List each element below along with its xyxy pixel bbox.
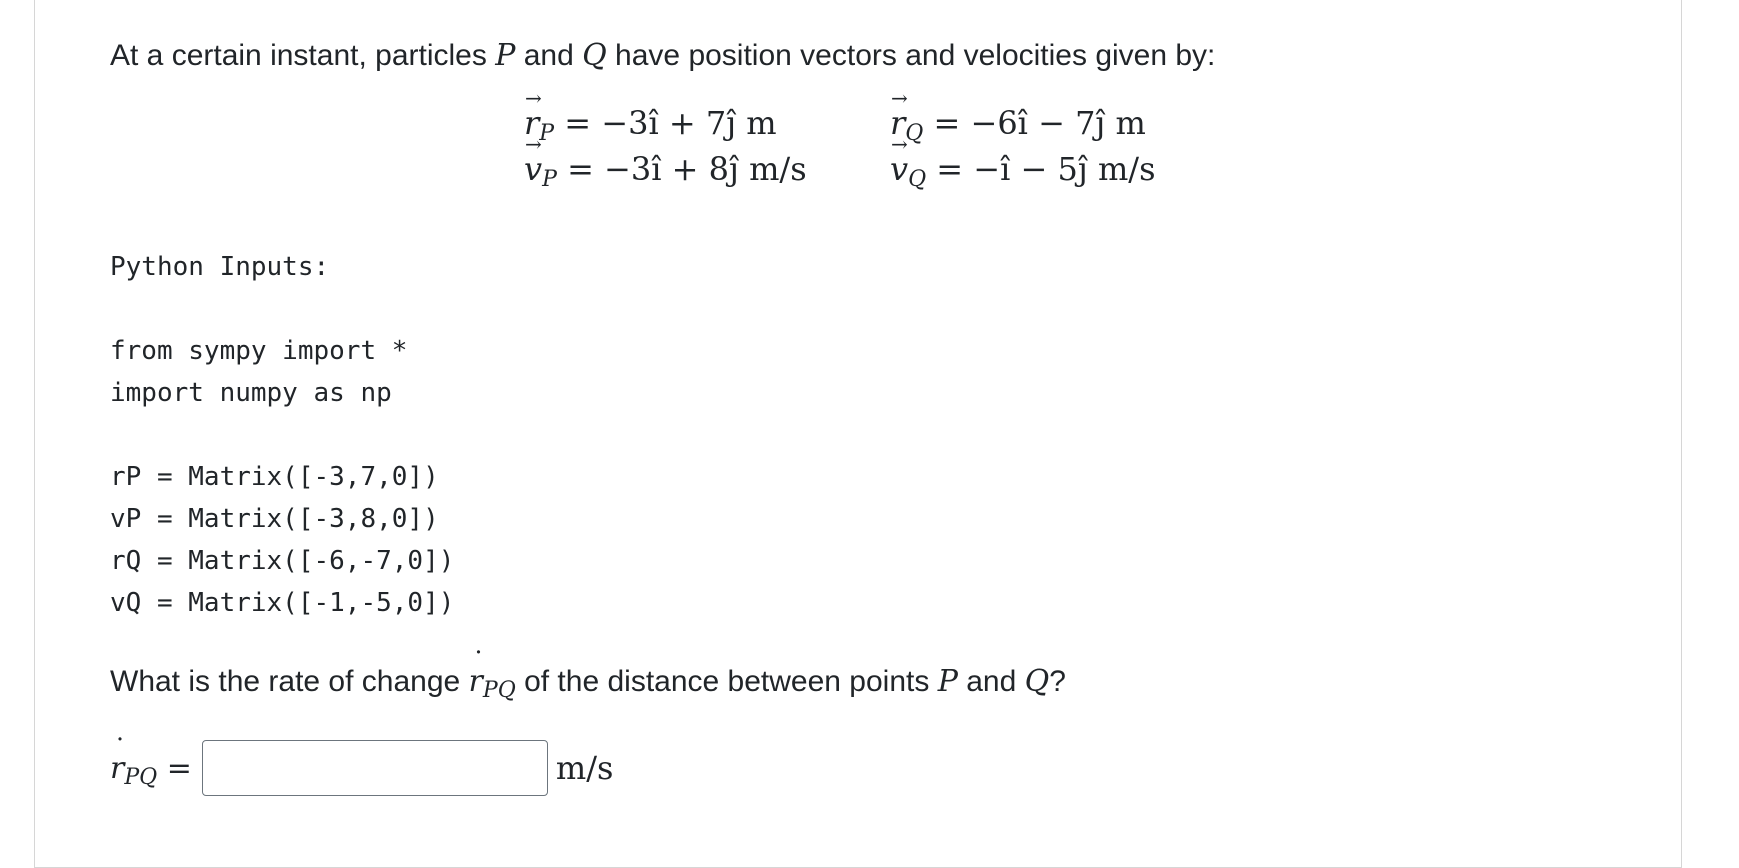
question-text: What is the rate of change ˙ $r_{PQ}$ of the distance between points P and Q? (110, 664, 1066, 699)
answer-row (110, 738, 613, 798)
python-imports (110, 330, 407, 414)
question-card (34, 0, 1682, 868)
equation-vQ: → vQ = −ı̂ − 5ȷ̂ m/s (890, 150, 1155, 188)
particle-q: Q (582, 38, 607, 73)
equation-rP: → rP = −3ı̂ + 7ȷ̂ m (524, 104, 777, 142)
answer-label: ˙ $r_{PQ}$ = (110, 751, 192, 786)
equation-vP: → vP = −3ı̂ + 8ȷ̂ m/s (524, 150, 807, 188)
code-line: rQ = Matrix([-6,-7,0]) (110, 546, 455, 576)
python-heading: Python Inputs: (110, 252, 330, 282)
code-line: from sympy import * (110, 336, 408, 366)
answer-unit: m/s (555, 749, 614, 787)
code-line: import numpy as np (110, 378, 392, 408)
equation-rQ: → rQ = −6ı̂ − 7ȷ̂ m (890, 104, 1146, 142)
code-line: vP = Matrix([-3,8,0]) (110, 504, 439, 534)
python-assignments (110, 456, 454, 624)
particle-p: P (495, 38, 516, 73)
code-line: vQ = Matrix([-1,-5,0]) (110, 588, 455, 618)
intro-text: At a certain instant, particles P and Q have position vectors and velocities given by: (110, 38, 1216, 73)
answer-input[interactable] (202, 740, 548, 796)
rate-symbol: ˙ r (469, 664, 483, 699)
code-line: rP = Matrix([-3,7,0]) (110, 462, 439, 492)
